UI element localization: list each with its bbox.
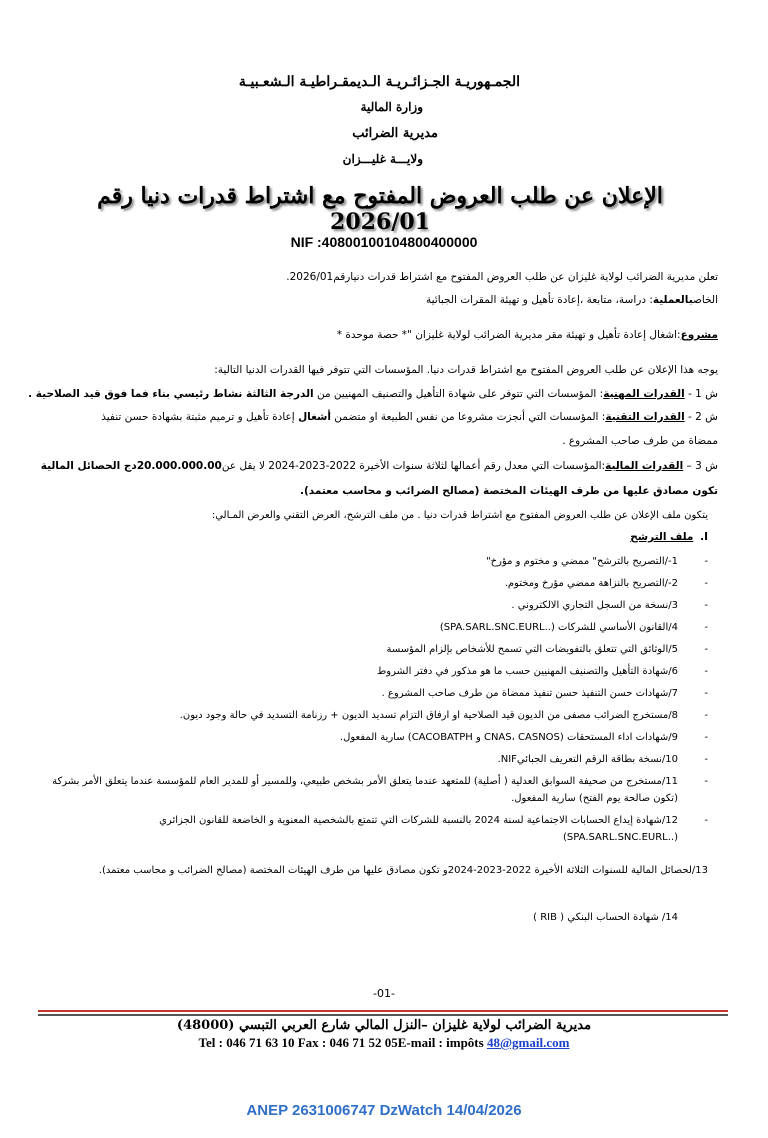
intro-line: تعلن مديرية الضرائب لولاية غليزان عن طلب العروض المفتوح مع اشتراط قدرات دنيارقم2026/01. (286, 271, 718, 283)
item-13: 13/لحصائل المالية للسنوات الثلاثة الأخيرة 2022-2023-2024و تكون مصادق عليها من طرف الهيئات المختصة (مصالح الضرائب و محاسب معتمد). (98, 865, 708, 876)
capacity-2-label: القدرات التقنية (605, 411, 685, 423)
target-line: يوجه هذا الإعلان عن طلب العروض المفتوح مع اشتراط قدرات دنيا. المؤسسات التي تتوفر فيها القدرات الدنيا التالية: (214, 364, 718, 376)
list-item: - 6/شهادة التأهيل والتصنيف المهنيين حسب ما هو مذكور في دفتر الشروط (377, 666, 708, 677)
capacity-2-text2: إعادة تأهيل و ترميم مثبتة بشهادة حسن تنفيذ (101, 411, 299, 423)
header-wilaya: ولايـــة غليـــزان (342, 152, 423, 166)
nif-number: NIF :40800100104800400000 (290, 234, 478, 250)
footer-contact (0, 1035, 768, 1051)
header-directorate: مديرية الضرائب (352, 126, 438, 141)
list-item: - 11/مستخرج من صحيفة السوابق العدلية ( أصلية) للمتعهد عندما يتعلق الأمر بشخص طبيعي، وللمسير أو للمدير العام للمؤسسة عندما يتعلق الأمر بشركة (تكون صالحة يوم الفتح) سارية المفعول. (52, 776, 708, 804)
capacity-3-bold: 20.000.000.00دج الحصائل المالية (40, 460, 222, 472)
list-item: - 4/القانون الأساسي للشركات (..SPA.SARL.SNC.EURL) (439, 622, 708, 633)
capacity-technical (28, 408, 718, 426)
capacity-3-text: :المؤسسات التي معدل رقم أعمالها لثلاثة سنوات الأخيرة 2022-2023-2024 لا يقل عن (221, 460, 606, 472)
project-text: :اشغال إعادة تأهيل و تهيئة مقر مديرية الضرائب لولاية غليزان "* حصة موحدة * (336, 329, 681, 341)
capacity-professional (28, 385, 718, 403)
list-item: - 10/نسخة بطاقة الرقم التعريف الجبائيNIF. (497, 754, 708, 765)
footer-contact-text: Tel : 046 71 63 10 Fax : 046 71 52 05E-mail : impôts (198, 1035, 487, 1050)
dossier-intro: يتكون ملف الإعلان عن طلب العروض المفتوح مع اشتراط قدرات دنيا . من ملف الترشح، العرض التقني والعرض المـالي: (211, 510, 708, 521)
capacity-3-label: القدرات المالية (605, 460, 684, 472)
footer-address: مديرية الضرائب لولاية غليزان –النزل المالي شارع العربي التبسي (48000) (176, 1018, 592, 1033)
capacity-financial (28, 457, 718, 475)
list-item: - 7/شهادات حسن التنفيذ حسن تنفيذ ممضاة من طرف صاحب المشروع . (381, 688, 708, 699)
operation-line (48, 291, 718, 309)
footer-divider-gray (38, 1014, 728, 1016)
list-item: - 12/شهادة إيداع الحسابات الاجتماعية لسنة 2024 بالنسبة للشركات التي تتمتع بالشخصية المعنوية و الخاضعة للقانون الجزائري (..SPA.SARL.SNC.EURL) (159, 815, 708, 843)
capacity-2-bold: أشغال (298, 411, 331, 423)
list-item: - 3/نسخة من السجل التجاري الالكتروني . (511, 600, 708, 611)
capacity-1-prefix: ش 1 - (684, 388, 718, 400)
email-link[interactable]: 48@gmail.com (486, 1035, 570, 1050)
list-item: - 8/مستخرج الضرائب مصفى من الديون قيد الصلاحية او ارفاق التزام تسديد الديون + رزنامة التسديد في حالة وجود ديون. (179, 710, 708, 721)
capacity-financial-line2: تكون مصادق عليها من طرف الهيئات المختصة (مصالح الضرائب و محاسب معتمد). (299, 485, 718, 497)
section-heading (48, 528, 708, 546)
operation-prefix: الخاص (692, 294, 718, 306)
page-number: -01- (373, 987, 395, 1000)
capacity-1-label: القدرات المهنية (603, 388, 685, 400)
list-item: - 5/الوثائق التي تتعلق بالتفويضات التي تسمح للأشخاص بإلزام المؤسسة (386, 644, 708, 655)
list-item: - 2-/التصريح بالنزاهة ممضي مؤرخ ومختوم. (504, 578, 708, 589)
operation-label: بالعملية (652, 294, 693, 306)
list-item: - 1-/التصريح بالترشح" ممضي و مختوم و مؤرخ" (486, 556, 708, 567)
documents-list (48, 553, 708, 846)
capacity-1-text: : المؤسسات التي تتوفر على شهادة التأهيل والتصنيف المهنيين من (313, 388, 604, 400)
item-14: 14/ شهادة الحساب البنكي ( RIB ) (533, 912, 678, 923)
operation-text: : دراسة، متابعة ،إعادة تأهيل و تهيئة المقرات الجبائية (425, 294, 653, 306)
capacity-1-bold: الدرجة الثالثة نشاط رئيسي بناء فما فوق قيد الصلاحية . (28, 388, 314, 400)
capacity-3-prefix: ش 3 – (683, 460, 718, 472)
anep-reference: ANEP 2631006747 DzWatch 14/04/2026 (246, 1102, 522, 1119)
project-label: مشروع (680, 329, 718, 341)
capacity-2-prefix: ش 2 - (684, 411, 718, 423)
capacity-2-text: : المؤسسات التي أنجزت مشروعا من نفس الطبيعة او متضمن (330, 411, 606, 423)
list-item: - 9/شهادات اداء المستحقات (CNAS، CASNOS و CACOBATPH) سارية المفعول. (339, 732, 708, 743)
header-ministry: وزارة المالية (360, 100, 423, 114)
header-republic: الجمـهوريـة الجـزائـريـة الـديمقـراطيـة الـشعـبيـة (238, 74, 520, 90)
announcement-title: الإعلان عن طلب العروض المفتوح مع اشتراط قدرات دنيا رقم 2026/01 (97, 183, 663, 235)
section-number: I. (700, 531, 708, 543)
project-line (48, 326, 718, 344)
capacity-technical-line2: ممضاة من طرف صاحب المشروع . (562, 435, 718, 447)
footer-divider-red (38, 1010, 728, 1012)
section-title: ملف الترشح (630, 531, 694, 543)
